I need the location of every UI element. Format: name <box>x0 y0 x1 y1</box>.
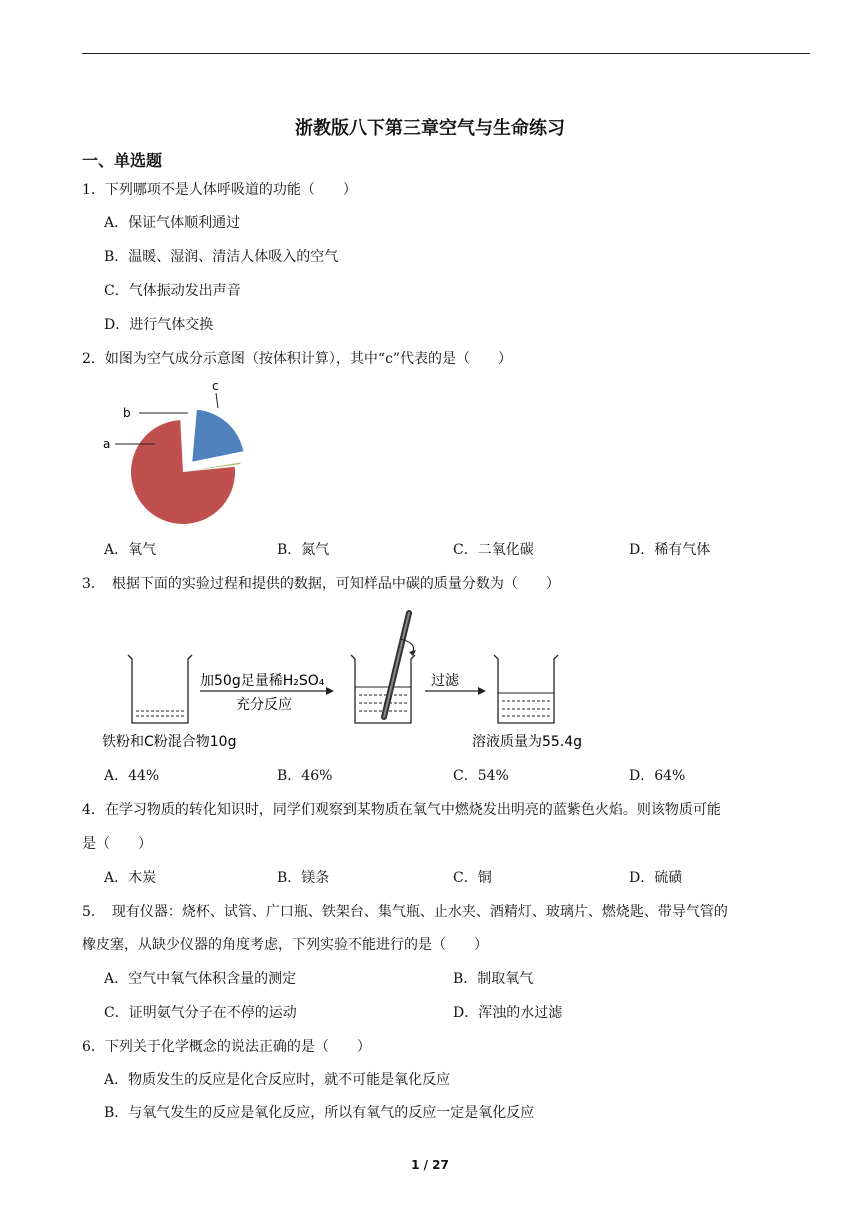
page-number: 1 / 27 <box>411 1158 449 1172</box>
sample-label: 铁粉和C粉混合物10g <box>102 734 237 750</box>
q1-stem: 1．下列哪项不是人体呼吸道的功能（ ） <box>82 182 357 198</box>
pie-label-a: a <box>103 437 111 451</box>
q3-option-c: C．54% <box>453 768 509 784</box>
q2-option-a: A．氧气 <box>104 542 157 558</box>
q4-option-b: B．镁条 <box>277 870 330 886</box>
q1-option-a: A．保证气体顺利通过 <box>104 215 241 231</box>
q4-stem-line1: 4．在学习物质的转化知识时，同学们观察到某物质在氧气中燃烧发出明亮的蓝紫色火焰。则该物质可能 <box>82 802 721 818</box>
air-composition-pie <box>95 372 255 532</box>
q3-option-a: A．44% <box>104 768 160 784</box>
header-rule <box>82 53 810 54</box>
q2-option-c: C．二氧化碳 <box>453 542 534 558</box>
q3-option-d: D．64% <box>629 768 686 784</box>
q6-stem: 6．下列关于化学概念的说法正确的是（ ） <box>82 1039 371 1055</box>
q5-option-c: C．证明氨气分子在不停的运动 <box>104 1005 297 1021</box>
q2-option-b: B．氮气 <box>277 542 330 558</box>
beaker-filtrate <box>494 655 558 723</box>
q2-option-d: D．稀有气体 <box>629 542 711 558</box>
q4-option-a: A．木炭 <box>104 870 157 886</box>
q1-option-b: B．温暖、湿润、清洁人体吸入的空气 <box>104 249 339 265</box>
q1-option-d: D．进行气体交换 <box>104 317 214 333</box>
q3-option-b: B．46% <box>277 768 333 784</box>
solution-label: 溶液质量为55.4g <box>472 734 583 750</box>
q2-stem: 2．如图为空气成分示意图（按体积计算），其中“c”代表的是（ ） <box>82 351 513 367</box>
q6-option-a: A．物质发生的反应是化合反应时，就不可能是氧化反应 <box>104 1072 451 1088</box>
pie-label-c: c <box>212 379 219 393</box>
q1-option-c: C．气体振动发出声音 <box>104 283 241 299</box>
q4-stem-line2: 是（ ） <box>82 836 152 852</box>
q6-option-b: B．与氧气发生的反应是氧化反应，所以有氧气的反应一定是氧化反应 <box>104 1105 535 1121</box>
reagent-label: 加50g足量稀H₂SO₄ <box>200 673 325 689</box>
filter-label: 过滤 <box>431 673 459 689</box>
section-heading: 一、单选题 <box>82 151 163 170</box>
beaker-sample <box>128 655 192 723</box>
q4-option-c: C．铜 <box>453 870 492 886</box>
pie-label-b: b <box>123 406 131 420</box>
leader-line-c <box>216 393 218 408</box>
doc-title: 浙教版八下第三章空气与生命练习 <box>295 118 565 139</box>
react-label: 充分反应 <box>236 697 292 713</box>
q5-option-d: D．浑浊的水过滤 <box>453 1005 563 1021</box>
experiment-diagram <box>100 605 600 755</box>
q4-option-d: D．硫磺 <box>629 870 683 886</box>
q5-stem-line1: 5． 现有仪器：烧杯、试管、广口瓶、铁架台、集气瓶、止水夹、酒精灯、玻璃片、燃烧匙、带导气管的 <box>82 904 728 920</box>
pie-slice-c <box>192 410 243 462</box>
q3-stem: 3． 根据下面的实验过程和提供的数据，可知样品中碳的质量分数为（ ） <box>82 576 560 592</box>
q5-stem-line2: 橡皮塞，从缺少仪器的角度考虑，下列实验不能进行的是（ ） <box>82 937 488 953</box>
q5-option-b: B．制取氧气 <box>453 971 534 987</box>
q5-option-a: A．空气中氧气体积含量的测定 <box>104 971 297 987</box>
